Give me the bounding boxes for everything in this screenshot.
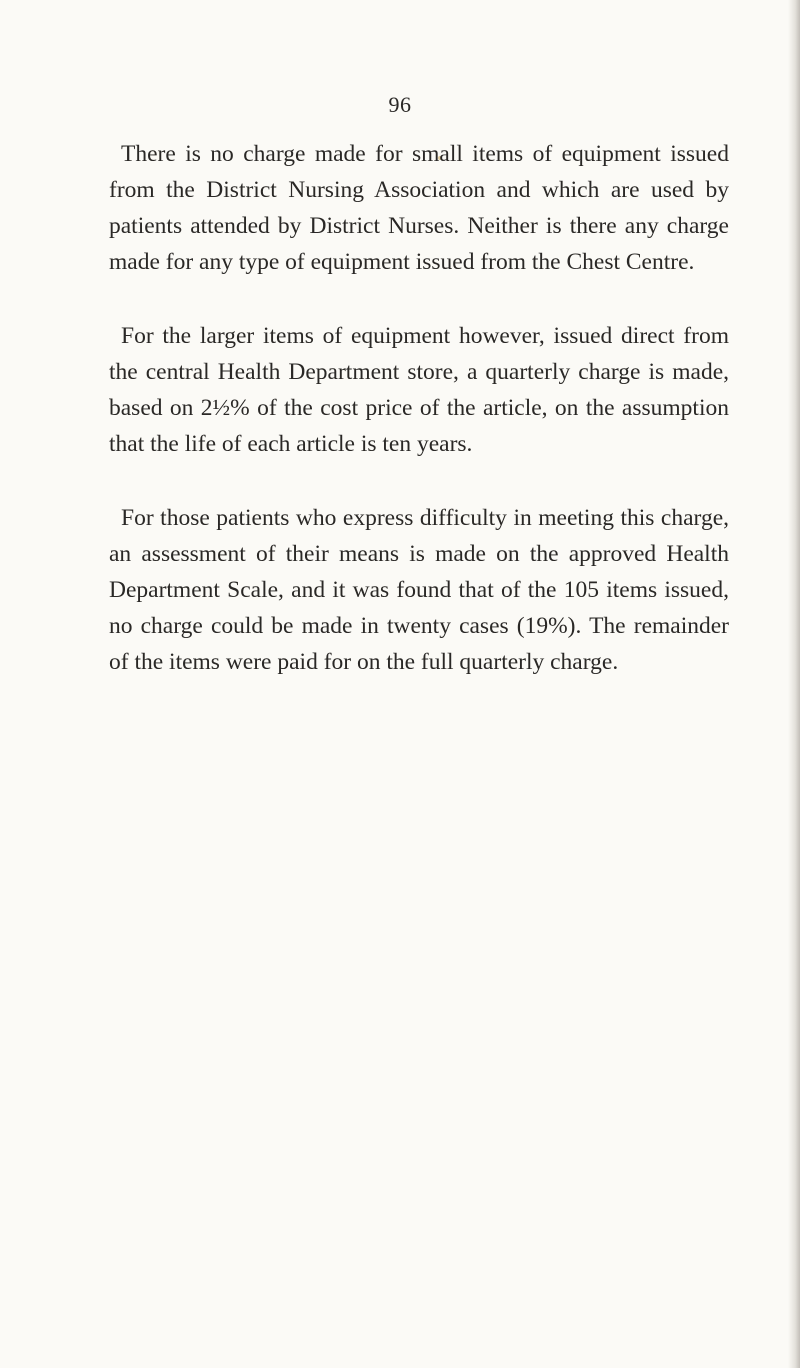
paragraph-3: For those patients who express difficulty in meeting this charge, an assessment of their means is made on the approved Health Department Scale, and it was found that of the 105 items issued, no charge could be made in twenty cases (19%). The remainder of the items were paid for on the full quarterly charge. <box>109 505 729 675</box>
paragraph-2: For the larger items of equipment however, issued direct from the central Health Department store, a quarterly charge is made, based on 2½% of the cost price of the article, on the assumption that the life of each article is ten years. <box>109 323 729 457</box>
paragraph-1: There is no charge made for small items of equipment issued from the District Nursing Association and which are used by patients attended by District Nurses. Neither is there any charge made for any type of equipment issued from the Chest Centre. <box>109 141 729 275</box>
page-edge-shadow <box>788 0 800 1368</box>
body-text <box>109 136 729 718</box>
page-number: 96 <box>388 92 412 117</box>
